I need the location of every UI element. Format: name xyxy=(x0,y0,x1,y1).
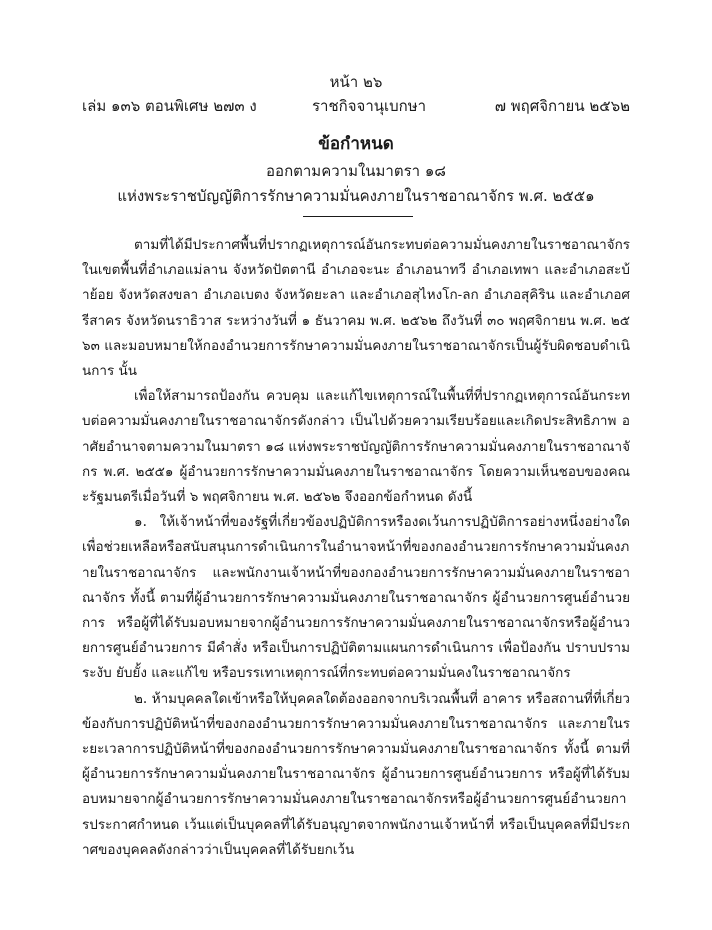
document-title: ข้อกำหนด xyxy=(318,134,394,154)
paragraph-clause-2: ๒. ห้ามบุคคลใดเข้าหรือให้บุคคลใดต้องออกจากบริเวณพื้นที่ อาคาร หรือสถานที่ที่เกี่ยวข้องกับการปฏิบัติหน้าที่ของกองอำนวยการรักษาความมั่นคงภายในราชอาณาจักร และภายในระยะเวลาการปฏิบัติหน้าที่ของกองอำนวยการรักษาความมั่นคงภายในราชอาณาจักร ทั้งนี้ ตามที่ผู้อำนวยการรักษาความมั่นคงภายในราชอาณาจักร ผู้อำนวยการศูนย์อำนวยการ หรือผู้ที่ได้รับมอบหมายจากผู้อำนวยการรักษาความมั่นคงภายในราชอาณาจักรหรือผู้อำนวยการศูนย์อำนวยการประกาศกำหนด เว้นแต่เป็นบุคคลที่ได้รับอนุญาตจากพนักงานเจ้าหน้าที่ หรือเป็นบุคคลที่มีประกาศของบุคคลดังกล่าวว่าเป็นบุคคลที่ได้รับยกเว้น xyxy=(82,690,630,858)
paragraph-preamble: ตามที่ได้มีประกาศพื้นที่ปรากฏเหตุการณ์อันกระทบต่อความมั่นคงภายในราชอาณาจักรในเขตพื้นที่อำเภอแม่ลาน จังหวัดปัตตานี อำเภอจะนะ อำเภอนาทวี อำเภอเทพา และอำเภอสะบ้าย้อย จังหวัดสงขลา อำเภอเบตง จังหวัดยะลา และอำเภอสุไหงโก-ลก อำเภอสุคิริน และอำเภอศรีสาคร จังหวัดนราธิวาส ระหว่างวันที่ ๑ ธันวาคม พ.ศ. ๒๕๖๒ ถึงวันที่ ๓๐ พฤศจิกายน พ.ศ. ๒๕๖๓ และมอบหมายให้กองอำนวยการรักษาความมั่นคงภายในราชอาณาจักรเป็นผู้รับผิดชอบดำเนินการ นั้น xyxy=(82,237,630,380)
issue-date: ๗ พฤศจิกายน ๒๕๖๒ xyxy=(494,97,630,115)
document-subtitle-act: แห่งพระราชบัญญัติการรักษาความมั่นคงภายในราชอาณาจักร พ.ศ. ๒๕๕๑ xyxy=(117,187,595,205)
gazette-header xyxy=(82,94,630,114)
paragraph-authority: เพื่อให้สามารถป้องกัน ควบคุม และแก้ไขเหตุการณ์ในพื้นที่ที่ปรากฏเหตุการณ์อันกระทบต่อความมั่นคงภายในราชอาณาจักรดังกล่าว เป็นไปด้วยความเรียบร้อยและเกิดประสิทธิภาพ อาศัยอำนาจตามความในมาตรา ๑๘ แห่งพระราชบัญญัติการรักษาความมั่นคงภายในราชอาณาจักร พ.ศ. ๒๕๕๑ ผู้อำนวยการรักษาความมั่นคงภายในราชอาณาจักร โดยความเห็นชอบของคณะรัฐมนตรีเมื่อวันที่ ๖ พฤศจิกายน พ.ศ. ๒๕๖๒ จึงออกข้อกำหนด ดังนี้ xyxy=(82,388,630,506)
page-number: หน้า ๒๖ xyxy=(329,73,383,91)
gazette-name: ราชกิจจานุเบกษา xyxy=(312,97,427,115)
paragraph-clause-1: ๑. ให้เจ้าหน้าที่ของรัฐที่เกี่ยวข้องปฏิบัติการหรืองดเว้นการปฏิบัติการอย่างหนึ่งอย่างใด เพื่อช่วยเหลือหรือสนับสนุนการดำเนินการในอำนาจหน้าที่ของกองอำนวยการรักษาความมั่นคงภายในราชอาณาจักร และพนักงานเจ้าหน้าที่ของกองอำนวยการรักษาความมั่นคงภายในราชอาณาจักร ทั้งนี้ ตามที่ผู้อำนวยการรักษาความมั่นคงภายในราชอาณาจักร ผู้อำนวยการศูนย์อำนวยการ หรือผู้ที่ได้รับมอบหมายจากผู้อำนวยการรักษาความมั่นคงภายในราชอาณาจักรหรือผู้อำนวยการศูนย์อำนวยการ มีคำสั่ง หรือเป็นการปฏิบัติตามแผนการดำเนินการ เพื่อป้องกัน ปราบปราม ระงับ ยับยั้ง และแก้ไข หรือบรรเทาเหตุการณ์ที่กระทบต่อความมั่นคงในราชอาณาจักร xyxy=(82,514,630,682)
document-body xyxy=(82,233,630,863)
document-subtitle-section: ออกตามความในมาตรา ๑๘ xyxy=(266,162,446,180)
volume-issue: เล่ม ๑๓๖ ตอนพิเศษ ๒๗๓ ง xyxy=(82,97,257,115)
title-divider xyxy=(303,216,413,217)
